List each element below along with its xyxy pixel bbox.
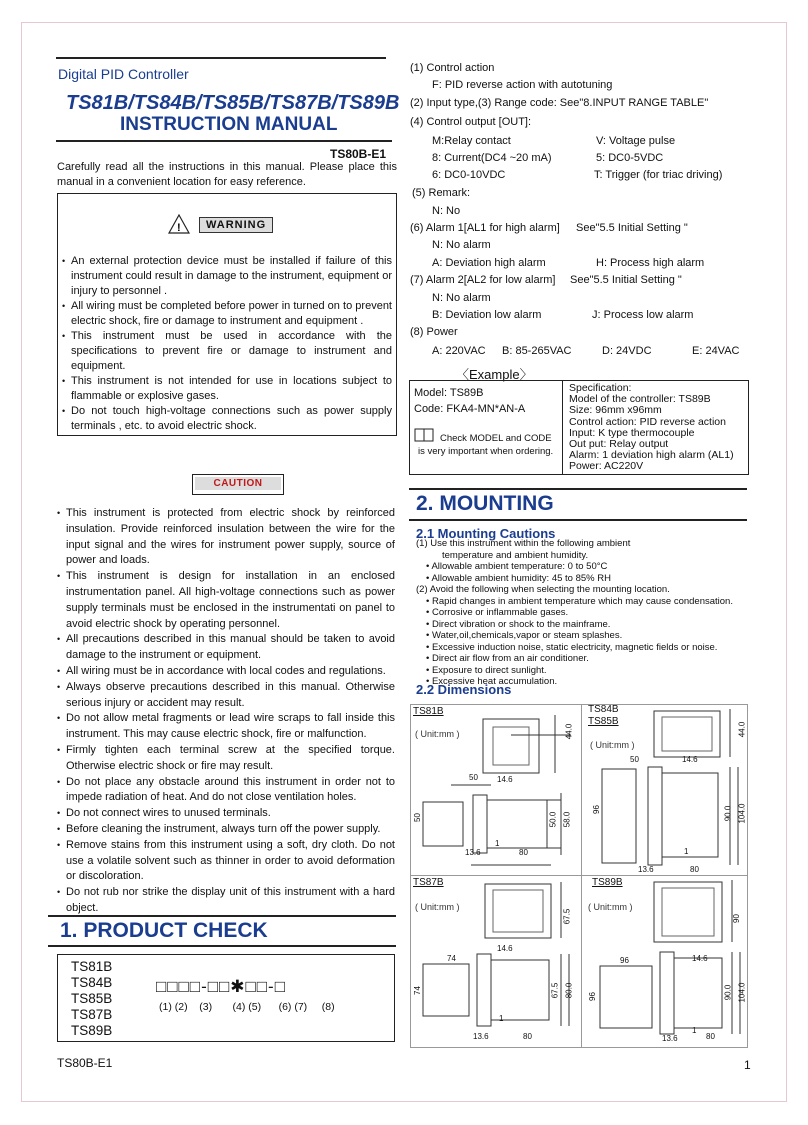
dim-value: 90.0 [723, 805, 733, 822]
dim-drawing [411, 876, 581, 1047]
code-line: N: No [432, 205, 461, 217]
code-line: (4) Control output [OUT]: [410, 116, 532, 128]
caution-item: • Firmly tighten each terminal screw at the specified torque. Otherwise electric shock or fire may result. [57, 743, 395, 775]
manual-title: INSTRUCTION MANUAL [120, 114, 338, 135]
header-rule-top [56, 57, 386, 59]
dim-value: 13.6 [465, 848, 481, 857]
mounting-item: • Allowable ambient temperature: 0 to 50°C [426, 561, 608, 572]
dimensions-grid [410, 704, 748, 1048]
caution-item: • Do not rub nor strike the display unit of this instrument with a hard object. [57, 885, 395, 917]
mounting-item: • Excessive heat accumulation. [426, 676, 558, 687]
dim-value: 50.0 [548, 811, 558, 828]
spec-line: Out put: Relay output [569, 438, 669, 451]
dim-value: 80 [690, 865, 699, 874]
caution-item: • Always observe precautions described in this manual. Otherwise serious injury or accident may result. [57, 680, 395, 712]
mounting-item: • Corrosive or inflammable gases. [426, 607, 569, 618]
dim-value: 1 [692, 1026, 697, 1035]
code-line: (1) Control action [410, 62, 495, 74]
model-item: TS84B [71, 975, 113, 990]
models-title: TS81B/TS84B/TS85B/TS87B/TS89B [66, 92, 400, 114]
dim-ts87b [411, 876, 581, 1047]
model-item: TS87B [71, 1007, 113, 1022]
code-line: (7) Alarm 2[AL2 for low alarm] [410, 274, 556, 286]
caution-item: • Do not place any obstacle around this instrument in order not to impede radiation of heat. And do not close ventilation holes. [57, 775, 395, 807]
mounting-item: • Direct vibration or shock to the mainframe. [426, 618, 611, 630]
model-item: TS85B [71, 991, 113, 1006]
dim-value: 1 [495, 839, 500, 848]
dim-value: 90.0 [723, 984, 733, 1001]
dim-value: 80.0 [564, 982, 574, 999]
spec-line: Power: AC220V [569, 460, 644, 473]
dim-value: 58.0 [562, 811, 572, 828]
example-box [409, 380, 749, 475]
caution-item: • All precautions described in this manual should be taken to avoid damage to the instrument or equipment. [57, 632, 395, 664]
code-line: See"5.5 Initial Setting " [570, 274, 682, 286]
code-line: J: Process low alarm [592, 309, 694, 321]
dim-value: 104.0 [737, 982, 747, 1003]
code-line: 8: Current(DC4 ~20 mA) [432, 152, 552, 164]
dim-value: 13.6 [662, 1034, 678, 1043]
dim-value: 96 [620, 956, 629, 965]
code-line: N: No alarm [432, 292, 491, 304]
code-numbers: (1) (2) (3) (4) (5) (6) (7) (8) [159, 1001, 335, 1013]
dim-unit: ( Unit:mm ) [415, 902, 460, 912]
dim-label: TS87B [413, 877, 444, 888]
dim-drawing [582, 705, 747, 875]
model-list [71, 959, 112, 1039]
dim-ts89b [582, 876, 747, 1047]
mounting-item: temperature and ambient humidity. [442, 549, 589, 561]
code-line: (2) Input type,(3) Range code: See"8.INPUT RANGE TABLE" [410, 97, 709, 109]
caution-item: • This instrument is protected from electric shock by reinforced insulation. Provide reinforced insulation between the wire for the input signal and the wires for instrument power supply, source of power and loads. [57, 506, 395, 569]
dim-value: 1 [684, 847, 689, 856]
example-title: 〈Example〉 [456, 367, 533, 382]
dim-value: 96 [591, 805, 601, 814]
dim-value: 50 [630, 755, 639, 764]
mounting-rule [409, 488, 747, 490]
product-check-box [57, 954, 395, 1042]
caution-item: • Remove stains from this instrument using a soft, dry cloth. Do not use a volatile solvent such as thinner in order to avoid deformation or discoloration. [57, 838, 395, 885]
subtitle: Digital PID Controller [58, 66, 189, 82]
dim-drawing [582, 876, 747, 1047]
dim-unit: ( Unit:mm ) [415, 729, 460, 739]
mounting-item: (1) Use this instrument within the following ambient [416, 538, 631, 549]
dim-value: 67.5 [562, 908, 572, 925]
mounting-item: (2) Avoid the following when selecting the mounting location. [416, 584, 670, 595]
dim-ts81b [411, 705, 581, 875]
dim-value: 14.6 [497, 944, 513, 953]
dimensions-title: 2.2 Dimensions [416, 682, 512, 697]
footer-code: TS80B-E1 [57, 1056, 113, 1070]
dim-label: TS84B [588, 704, 619, 715]
power-option: D: 24VDC [602, 345, 652, 357]
spec-line: Specification: [569, 382, 632, 394]
dim-value: 44.0 [737, 721, 747, 738]
code-line: (8) Power [410, 326, 458, 338]
example-code: Code: FKA4-MN*AN-A [414, 403, 526, 415]
code-line: H: Process high alarm [596, 257, 705, 269]
dim-ts84b-ts85b [582, 705, 747, 875]
dim-value: 80 [519, 848, 528, 857]
spec-list [569, 383, 734, 473]
code-pattern: □□□□-□□✱□□-□ [156, 977, 286, 996]
warning-box [57, 193, 397, 436]
dim-value: 74 [447, 954, 456, 963]
mounting-item: • Excessive induction noise, static electricity, magnetic fields or noise. [426, 641, 718, 653]
caution-box [192, 474, 284, 495]
example-note: is very important when ordering. [418, 446, 554, 457]
dim-value: 44.0 [564, 723, 574, 740]
dim-unit: ( Unit:mm ) [588, 902, 633, 912]
code-line: N: No alarm [432, 239, 491, 251]
dim-value: 14.6 [692, 954, 708, 963]
dim-unit: ( Unit:mm ) [590, 740, 635, 750]
code-line: M:Relay contact [432, 135, 511, 147]
dim-value: 96 [587, 992, 597, 1001]
warning-item: • This instrument must be used in accordance with the specifications to prevent fire or damage to instrument and equipment. [62, 329, 392, 374]
power-option: A: 220VAC [432, 345, 486, 357]
dim-label: TS85B [588, 716, 619, 727]
warning-list [62, 254, 392, 434]
spec-line: Model of the controller: TS89B [569, 393, 711, 406]
caution-item: • This instrument is design for installation in an enclosed instrumentation panel. All high-voltage connections such as power supply terminals must be enclosed in the instrumentati on panel to avoid electric shock by operating personnel. [57, 569, 395, 632]
mounting-item: • Exposure to direct sunlight. [426, 664, 547, 676]
code-line: See"5.5 Initial Setting " [576, 222, 688, 234]
dim-value: 80 [523, 1032, 532, 1041]
doc-code: TS80B-E1 [330, 147, 387, 161]
warning-item: • Do not touch high-voltage connections such as power supply terminals , etc. to avoid electric shock. [62, 404, 392, 434]
intro-text: Carefully read all the instructions in this manual. Please place this manual in a convenient location for easy reference. [57, 161, 397, 188]
code-line: (6) Alarm 1[AL1 for high alarm] [410, 222, 560, 234]
caution-item: • Do not connect wires to unused terminals. [57, 806, 395, 822]
caution-label: CAUTION [195, 477, 281, 490]
dim-value: 14.6 [497, 775, 513, 784]
dim-value: 104.0 [737, 803, 747, 824]
dim-value: 80 [706, 1032, 715, 1041]
example-divider [562, 381, 563, 474]
model-item: TS89B [71, 1023, 113, 1038]
dim-label: TS81B [413, 706, 444, 717]
spec-line: Control action: PID reverse action [569, 415, 726, 428]
product-check-rule [48, 915, 396, 917]
svg-text:!: ! [177, 222, 181, 234]
dim-value: 14.6 [682, 755, 698, 764]
code-line: A: Deviation high alarm [432, 257, 546, 269]
dim-value: 50 [412, 813, 422, 822]
example-note: Check MODEL and CODE [440, 433, 552, 444]
code-line: 6: DC0-10VDC [432, 169, 506, 181]
caution-list [57, 506, 395, 917]
warning-item: • An external protection device must be installed if failure of this instrument could result in damage to the instrument, equipment or injury to personnel . [62, 254, 392, 299]
dim-drawing [411, 705, 581, 875]
caution-item: • All wiring must be in accordance with local codes and regulations. [57, 664, 395, 680]
mounting-title: 2. MOUNTING [416, 492, 554, 515]
mounting-item: • Direct air flow from an air conditioner. [426, 653, 589, 664]
code-line: B: Deviation low alarm [432, 309, 542, 321]
mounting-list [416, 538, 746, 688]
dim-value: 13.6 [638, 865, 654, 874]
dim-value: 50 [469, 773, 478, 782]
code-line: 5: DC0-5VDC [596, 152, 664, 164]
code-line: V: Voltage pulse [596, 135, 676, 147]
code-line: T: Trigger (for triac driving) [594, 169, 723, 181]
spec-line: Alarm: 1 deviation high alarm (AL1) [569, 449, 734, 462]
product-check-rule-bottom [48, 945, 396, 947]
dim-value: 13.6 [473, 1032, 489, 1041]
example-model: Model: TS89B [414, 387, 484, 399]
warning-triangle-icon [168, 214, 190, 239]
warning-item: • All wiring must be completed before power in turned on to prevent electric shock, fire or damage to instrument and equipment . [62, 299, 392, 329]
power-option: E: 24VAC [692, 345, 740, 357]
warning-item: • This instrument is not intended for use in locations subject to flammable or explosive gases. [62, 374, 392, 404]
spec-line: Input: K type thermocouple [569, 426, 695, 439]
product-check-title: 1. PRODUCT CHECK [60, 919, 268, 942]
dim-value: 67.5 [550, 982, 560, 999]
mounting-item: • Allowable ambient humidity: 45 to 85% RH [426, 572, 611, 584]
dim-label: TS89B [592, 877, 623, 888]
page-number: 1 [744, 1058, 751, 1072]
model-item: TS81B [71, 959, 113, 974]
code-line: (5) Remark: [412, 187, 471, 199]
dim-value: 74 [412, 986, 422, 995]
power-option: B: 85-265VAC [502, 345, 572, 357]
caution-item: • Before cleaning the instrument, always turn off the power supply. [57, 822, 395, 838]
mounting-item: • Water,oil,chemicals,vapor or steam splashes. [426, 630, 623, 641]
mounting-rule-bottom [409, 519, 747, 521]
book-icon [414, 428, 434, 447]
mounting-cautions-title: 2.1 Mounting Cautions [416, 526, 556, 541]
spec-line: Size: 96mm x96mm [569, 404, 662, 417]
code-line: F: PID reverse action with autotuning [432, 79, 613, 91]
header-rule-bottom [56, 140, 392, 142]
dim-value: 90 [731, 914, 741, 923]
mounting-item: • Rapid changes in ambient temperature which may cause condensation. [426, 595, 733, 607]
warning-label: WARNING [199, 217, 273, 233]
dim-value: 1 [499, 1014, 504, 1023]
caution-item: • Do not allow metal fragments or lead wire scraps to fall inside this instrument. This may cause electric shock, fire or malfunction. [57, 711, 395, 743]
